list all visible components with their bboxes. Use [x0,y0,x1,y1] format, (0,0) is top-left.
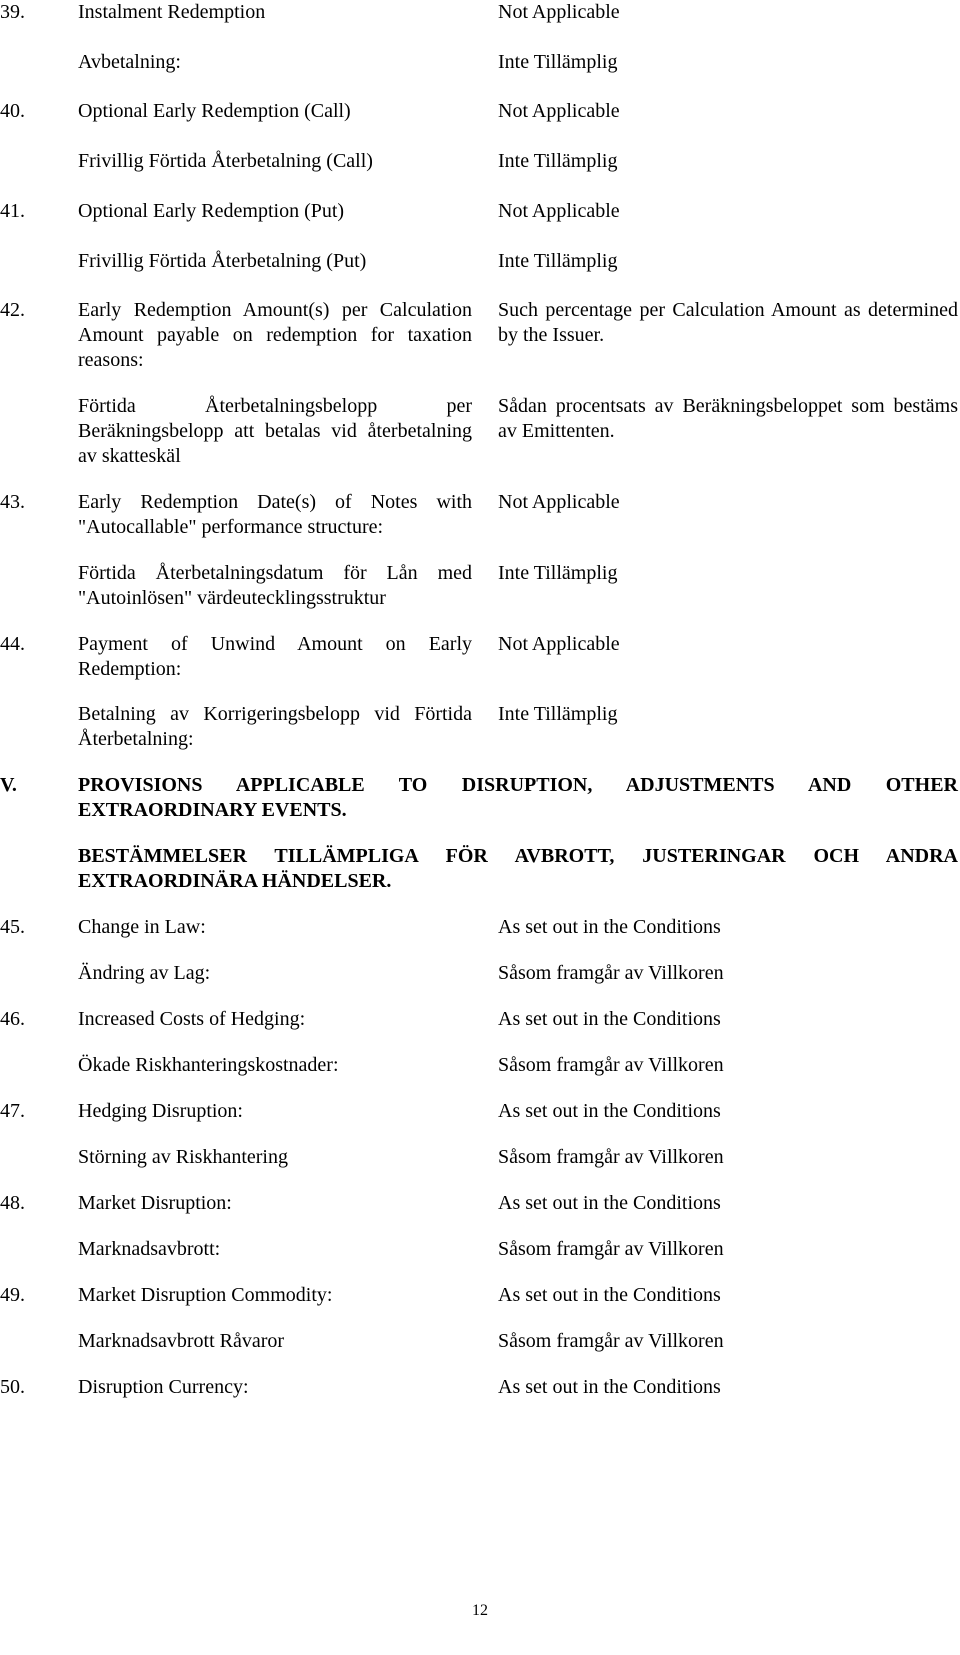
item-label: Increased Costs of Hedging: [78,1008,306,1030]
item-number: 41. [0,200,25,222]
item-label-translation: Ändring av Lag: [78,962,211,984]
item-label: Instalment Redemption [78,1,266,23]
item-label-translation: Frivillig Förtida Återbetalning (Put) [78,250,367,272]
item-label: Change in Law: [78,916,206,938]
section-title: PROVISIONS APPLICABLE TO DISRUPTION, ADJUSTMENTS AND OTHER EXTRAORDINARY EVENTS. [78,774,958,821]
item-label: Disruption Currency: [78,1376,249,1398]
item-value: Not Applicable [498,200,620,222]
page-number: 12 [472,1602,488,1619]
item-value-translation: Inte Tillämplig [498,250,618,272]
item-label-translation: Störning av Riskhantering [78,1146,288,1168]
item-number: 42. [0,299,25,321]
item-value: As set out in the Conditions [498,916,721,938]
item-value: Not Applicable [498,633,620,655]
item-number: 45. [0,916,25,938]
item-number: 48. [0,1192,25,1214]
item-value-translation: Inte Tillämplig [498,150,618,172]
item-number: 47. [0,1100,25,1122]
item-value: As set out in the Conditions [498,1192,721,1214]
item-value-translation: Inte Tillämplig [498,703,618,725]
item-value-translation: Inte Tillämplig [498,562,618,584]
item-label-translation: Marknadsavbrott Råvaror [78,1330,285,1352]
item-value-translation: Såsom framgår av Villkoren [498,1238,724,1260]
item-label: Optional Early Redemption (Call) [78,100,351,122]
item-value-translation: Såsom framgår av Villkoren [498,1054,724,1076]
item-label: Early Redemption Amount(s) per Calculation Amount payable on redemption for taxation reasons: [78,299,472,371]
item-value: As set out in the Conditions [498,1008,721,1030]
item-value: Not Applicable [498,491,620,513]
item-value-translation: Såsom framgår av Villkoren [498,962,724,984]
item-label-translation: Förtida Återbetalningsdatum för Lån med "Autoinlösen" värdeutecklingsstruktur [78,562,472,609]
item-label: Optional Early Redemption (Put) [78,200,345,222]
item-number: 46. [0,1008,25,1030]
item-value-translation: Såsom framgår av Villkoren [498,1330,724,1352]
item-label: Payment of Unwind Amount on Early Redemption: [78,633,472,680]
item-number: 49. [0,1284,25,1306]
item-label: Early Redemption Date(s) of Notes with "Autocallable" performance structure: [78,491,472,538]
item-number: 40. [0,100,25,122]
item-number: 39. [0,1,25,23]
section-title-translation: BESTÄMMELSER TILLÄMPLIGA FÖR AVBROTT, JUSTERINGAR OCH ANDRA EXTRAORDINÄRA HÄNDELSER. [78,845,958,892]
item-number: 50. [0,1376,25,1398]
item-label-translation: Förtida Återbetalningsbelopp per Beräkningsbelopp att betalas vid återbetalning av skatteskäl [78,395,472,467]
item-value: Not Applicable [498,100,620,122]
item-label: Market Disruption: [78,1192,232,1214]
item-label-translation: Ökade Riskhanteringskostnader: [78,1054,339,1076]
item-label: Hedging Disruption: [78,1100,243,1122]
item-value: As set out in the Conditions [498,1100,721,1122]
item-value-translation: Sådan procentsats av Beräkningsbeloppet som bestäms av Emittenten. [498,395,958,442]
item-value: As set out in the Conditions [498,1376,721,1398]
section-number: V. [0,774,17,796]
item-value-translation: Såsom framgår av Villkoren [498,1146,724,1168]
item-label-translation: Betalning av Korrigeringsbelopp vid Förtida Återbetalning: [78,703,472,750]
item-value: As set out in the Conditions [498,1284,721,1306]
item-label-translation: Marknadsavbrott: [78,1238,221,1260]
item-label-translation: Frivillig Förtida Återbetalning (Call) [78,150,373,172]
item-value: Such percentage per Calculation Amount as determined by the Issuer. [498,299,958,346]
item-number: 43. [0,491,25,513]
item-number: 44. [0,633,25,655]
item-value-translation: Inte Tillämplig [498,51,618,73]
item-label: Market Disruption Commodity: [78,1284,333,1306]
item-label-translation: Avbetalning: [78,51,181,73]
item-value: Not Applicable [498,1,620,23]
